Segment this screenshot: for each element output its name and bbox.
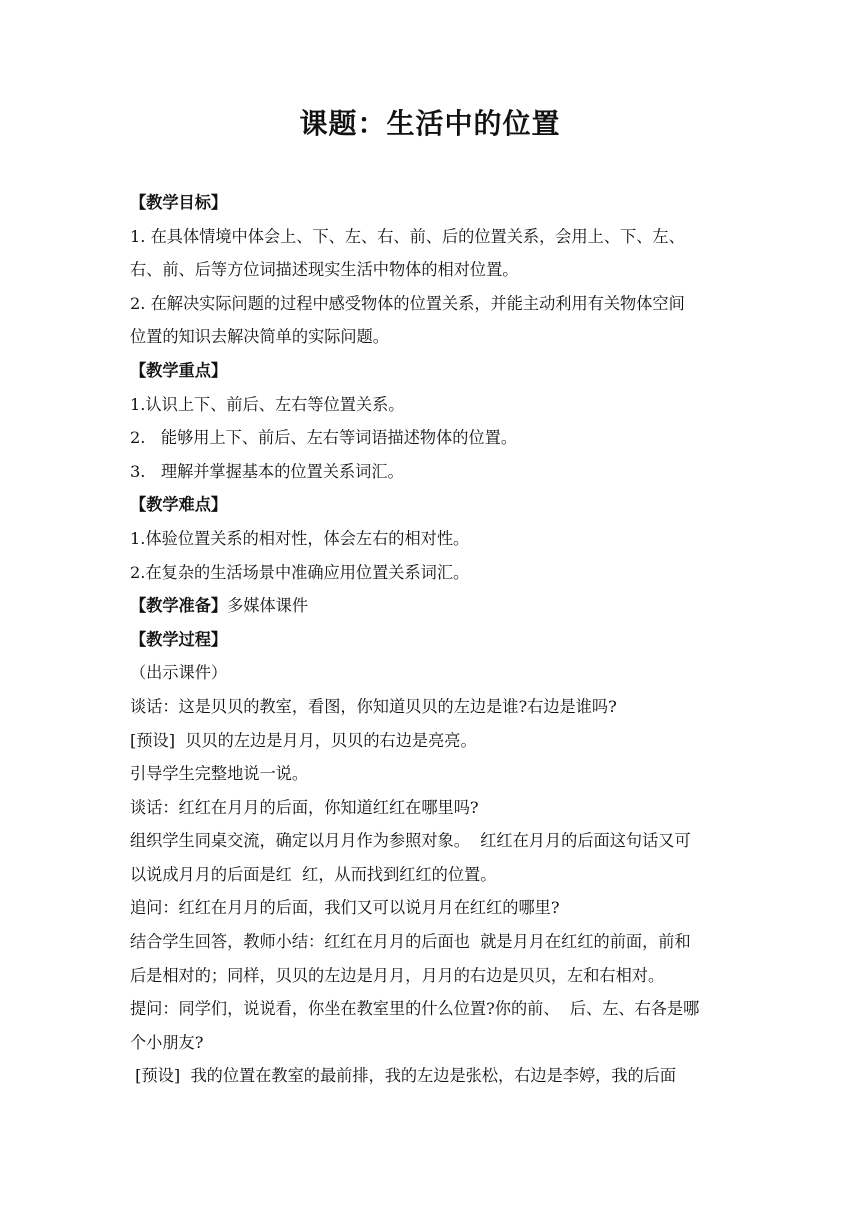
difficult-point-2: 2.在复杂的生活场景中准确应用位置关系词汇。 <box>130 562 470 582</box>
key-point-2: 2. 能够用上下、前后、左右等词语描述物体的位置。 <box>130 428 518 448</box>
process-line: 以说成月月的后面是红 红，从而找到红红的位置。 <box>130 864 497 884</box>
preparation-text: 多媒体课件 <box>227 596 309 616</box>
document-body <box>130 186 732 1093</box>
teaching-goals-heading: 【教学目标】 <box>130 193 228 212</box>
process-line: [预设] 我的位置在教室的最前排，我的左边是张松，右边是李婷，我的后面 <box>130 1066 677 1086</box>
goal-2-line-2: 位置的知识去解决简单的实际问题。 <box>130 327 389 347</box>
difficult-point-1: 1.体验位置关系的相对性，体会左右的相对性。 <box>130 528 470 548</box>
key-points-heading: 【教学重点】 <box>130 360 228 380</box>
goal-2-line-1: 2. 在解决实际问题的过程中感受物体的位置关系，并能主动利用有关物体空间 <box>130 293 685 313</box>
goal-1-line-2: 右、前、后等方位词描述现实生活中物体的相对位置。 <box>130 260 519 280</box>
preparation-line <box>130 589 732 623</box>
process-heading: 【教学过程】 <box>130 629 228 649</box>
process-line: （出示课件） <box>130 663 228 683</box>
key-point-1: 1.认识上下、前后、左右等位置关系。 <box>130 394 405 414</box>
difficult-points-heading: 【教学难点】 <box>130 495 228 515</box>
process-line: 引导学生完整地说一说。 <box>130 764 309 784</box>
process-line: 谈话：这是贝贝的教室，看图，你知道贝贝的左边是谁?右边是谁吗? <box>130 696 617 716</box>
key-point-3: 3. 理解并掌握基本的位置关系词汇。 <box>130 461 404 481</box>
process-line: 个小朋友? <box>130 1032 204 1052</box>
process-line: 后是相对的；同样，贝贝的左边是月月，月月的右边是贝贝，左和右相对。 <box>130 965 665 985</box>
process-line: [预设] 贝贝的左边是月月，贝贝的右边是亮亮。 <box>130 730 477 750</box>
process-line: 结合学生回答，教师小结：红红在月月的后面也 就是月月在红红的前面，前和 <box>130 932 691 952</box>
goal-1-line-1: 1. 在具体情境中体会上、下、左、右、前、后的位置关系，会用上、下、左、 <box>130 226 685 246</box>
process-line: 组织学生同桌交流，确定以月月作为参照对象。 红红在月月的后面这句话又可 <box>130 831 691 851</box>
process-line: 谈话：红红在月月的后面，你知道红红在哪里吗? <box>130 797 479 817</box>
process-line: 追问：红红在月月的后面，我们又可以说月月在红红的哪里? <box>130 898 560 918</box>
preparation-heading: 【教学准备】 <box>130 596 228 616</box>
process-line: 提问：同学们，说说看，你坐在教室里的什么位置?你的前、 后、左、右各是哪 <box>130 999 700 1019</box>
page-title: 课题：生活中的位置 <box>299 107 561 140</box>
